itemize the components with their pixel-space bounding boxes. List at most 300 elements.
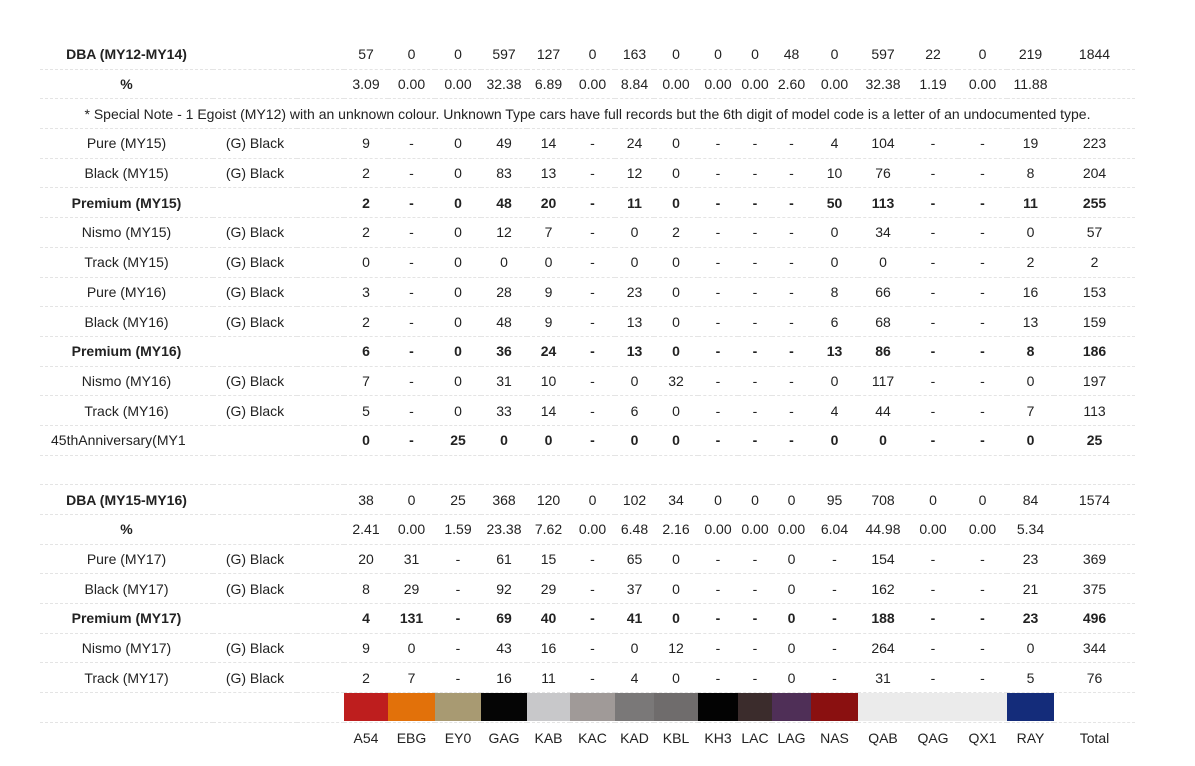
cell-qag: - — [908, 366, 958, 396]
cell-kbl: 0 — [654, 129, 698, 159]
cell-qag: - — [908, 336, 958, 366]
row-label: Premium (MY16) — [40, 336, 213, 366]
cell-qx1: - — [958, 604, 1007, 634]
cell-ebg: 29 — [388, 574, 435, 604]
cell-ray: 0 — [1007, 366, 1054, 396]
cell-ey0: 0.00 — [435, 69, 481, 99]
cell-nas: 0 — [811, 247, 858, 277]
cell-kac: - — [570, 247, 615, 277]
row-sublabel — [213, 69, 297, 99]
colour-swatch-lac — [738, 693, 772, 721]
cell-kad: 0 — [615, 366, 654, 396]
row-label: Pure (MY17) — [40, 544, 213, 574]
cell-ebg: - — [388, 188, 435, 218]
cell-qx1: 0 — [958, 485, 1007, 515]
cell-qx1: - — [958, 336, 1007, 366]
cell-lag: - — [772, 277, 811, 307]
row-spacer — [297, 366, 344, 396]
cell-ebg: 0.00 — [388, 515, 435, 545]
cell-kad: 6.48 — [615, 515, 654, 545]
cell-a54: 57 — [344, 40, 388, 69]
cell-qag: - — [908, 604, 958, 634]
cell-kh3: - — [698, 366, 738, 396]
cell-kbl: 0 — [654, 247, 698, 277]
cell-qx1: - — [958, 158, 1007, 188]
cell-qx1: - — [958, 307, 1007, 337]
swatch-cell-ey0 — [435, 693, 481, 723]
cell-nas: 4 — [811, 396, 858, 426]
cell-ray: 21 — [1007, 574, 1054, 604]
cell-qag: - — [908, 633, 958, 663]
cell-kab: 9 — [527, 307, 570, 337]
cell-lac: - — [738, 188, 772, 218]
colour-swatch-gag — [481, 693, 527, 721]
row-sublabel — [213, 425, 297, 455]
cell-lac: - — [738, 425, 772, 455]
cell-nas: 0.00 — [811, 69, 858, 99]
cell-kbl: 0 — [654, 574, 698, 604]
column-header-kbl: KBL — [662, 729, 690, 746]
cell-kh3: - — [698, 277, 738, 307]
cell-kac: 0.00 — [570, 515, 615, 545]
cell-qab: 154 — [858, 544, 908, 574]
cell-lag: - — [772, 188, 811, 218]
cell-qab: 68 — [858, 307, 908, 337]
special-note: * Special Note - 1 Egoist (MY12) with an unknown colour. Unknown Type cars have full records but the 6th digit of model code is a letter of an undocumented type. — [40, 99, 1135, 129]
cell-kab: 0 — [527, 425, 570, 455]
cell-qag: - — [908, 129, 958, 159]
cell-kh3: - — [698, 247, 738, 277]
cell-kab: 20 — [527, 188, 570, 218]
cell-total: 496 — [1054, 604, 1135, 634]
row-spacer — [297, 336, 344, 366]
cell-qx1: 0.00 — [958, 515, 1007, 545]
cell-kh3: - — [698, 158, 738, 188]
cell-a54: 38 — [344, 485, 388, 515]
cell-lac: - — [738, 366, 772, 396]
cell-gag: 48 — [481, 188, 527, 218]
spacer-row — [40, 455, 1135, 485]
cell-ebg: 0 — [388, 633, 435, 663]
cell-kbl: 0 — [654, 544, 698, 574]
cell-qx1: - — [958, 633, 1007, 663]
cell-kbl: 12 — [654, 633, 698, 663]
row-sublabel: (G) Black — [213, 366, 297, 396]
swatch-cell-ebg — [388, 693, 435, 723]
column-header-row — [40, 722, 1135, 753]
cell-gag: 0 — [481, 247, 527, 277]
cell-kbl: 0 — [654, 396, 698, 426]
cell-ey0: 0 — [435, 277, 481, 307]
cell-kbl: 0 — [654, 425, 698, 455]
cell-qab: 44.98 — [858, 515, 908, 545]
cell-lac: - — [738, 544, 772, 574]
cell-ebg: - — [388, 425, 435, 455]
data-row — [40, 515, 1135, 545]
cell-a54: 2.41 — [344, 515, 388, 545]
row-spacer — [297, 574, 344, 604]
cell-nas: 10 — [811, 158, 858, 188]
cell-qx1: - — [958, 188, 1007, 218]
cell-qab: 31 — [858, 663, 908, 693]
cell-qx1: - — [958, 425, 1007, 455]
cell-kh3: - — [698, 544, 738, 574]
row-spacer — [297, 633, 344, 663]
cell-qag: - — [908, 396, 958, 426]
cell-qab: 66 — [858, 277, 908, 307]
colour-swatch-qab — [858, 693, 908, 721]
swatch-cell-kab — [527, 693, 570, 723]
cell-ray: 23 — [1007, 544, 1054, 574]
colour-swatch-kbl — [654, 693, 698, 721]
cell-ey0: - — [435, 574, 481, 604]
swatch-cell-qab — [858, 693, 908, 723]
row-label: Black (MY16) — [40, 307, 213, 337]
row-spacer — [297, 663, 344, 693]
cell-total: 186 — [1054, 336, 1135, 366]
row-sublabel — [213, 515, 297, 545]
cell-qx1: 0.00 — [958, 69, 1007, 99]
row-spacer — [297, 69, 344, 99]
cell-ebg: 31 — [388, 544, 435, 574]
column-header-total: Total — [1079, 729, 1110, 746]
cell-lac: - — [738, 218, 772, 248]
cell-qab: 44 — [858, 396, 908, 426]
cell-gag: 92 — [481, 574, 527, 604]
cell-kbl: 0 — [654, 40, 698, 69]
cell-kac: - — [570, 188, 615, 218]
cell-kh3: - — [698, 663, 738, 693]
cell-ebg: - — [388, 158, 435, 188]
cell-qab: 162 — [858, 574, 908, 604]
cell-ebg: - — [388, 396, 435, 426]
cell-qx1: - — [958, 663, 1007, 693]
cell-lag: - — [772, 396, 811, 426]
cell-qag: - — [908, 277, 958, 307]
row-spacer — [297, 129, 344, 159]
cell-total: 375 — [1054, 574, 1135, 604]
cell-a54: 9 — [344, 633, 388, 663]
cell-gag: 28 — [481, 277, 527, 307]
cell-kad: 0 — [615, 633, 654, 663]
cell-ey0: 0 — [435, 366, 481, 396]
cell-kh3: - — [698, 425, 738, 455]
cell-qx1: - — [958, 218, 1007, 248]
data-row — [40, 366, 1135, 396]
data-row — [40, 336, 1135, 366]
column-header-gag: GAG — [488, 729, 520, 746]
cell-total: 153 — [1054, 277, 1135, 307]
cell-nas: 0 — [811, 218, 858, 248]
cell-kac: - — [570, 129, 615, 159]
cell-ey0: - — [435, 663, 481, 693]
cell-a54: 3.09 — [344, 69, 388, 99]
cell-ey0: - — [435, 633, 481, 663]
data-row — [40, 485, 1135, 515]
row-sublabel: (G) Black — [213, 574, 297, 604]
cell-gag: 12 — [481, 218, 527, 248]
cell-kad: 13 — [615, 307, 654, 337]
cell-kab: 9 — [527, 277, 570, 307]
column-header-ey0: EY0 — [444, 729, 472, 746]
row-label: Track (MY15) — [40, 247, 213, 277]
swatch-cell-kac — [570, 693, 615, 723]
cell-ey0: 0 — [435, 129, 481, 159]
cell-kab: 10 — [527, 366, 570, 396]
row-label: Premium (MY15) — [40, 188, 213, 218]
row-spacer — [297, 158, 344, 188]
cell-kad: 0 — [615, 218, 654, 248]
colour-swatch-kh3 — [698, 693, 738, 721]
row-spacer — [297, 307, 344, 337]
cell-kbl: 34 — [654, 485, 698, 515]
cell-kh3: 0.00 — [698, 515, 738, 545]
row-sublabel — [213, 604, 297, 634]
cell-kad: 8.84 — [615, 69, 654, 99]
cell-kad: 41 — [615, 604, 654, 634]
cell-qx1: - — [958, 366, 1007, 396]
cell-ebg: - — [388, 277, 435, 307]
cell-qag: - — [908, 574, 958, 604]
cell-lac: 0.00 — [738, 69, 772, 99]
cell-ebg: - — [388, 336, 435, 366]
cell-qab: 0 — [858, 247, 908, 277]
row-label: Black (MY15) — [40, 158, 213, 188]
cell-a54: 7 — [344, 366, 388, 396]
cell-kh3: - — [698, 188, 738, 218]
cell-kad: 24 — [615, 129, 654, 159]
cell-kac: 0.00 — [570, 69, 615, 99]
cell-lag: - — [772, 218, 811, 248]
cell-ey0: 0 — [435, 396, 481, 426]
cell-qab: 76 — [858, 158, 908, 188]
cell-kbl: 0 — [654, 277, 698, 307]
cell-ray: 219 — [1007, 40, 1054, 69]
data-row — [40, 544, 1135, 574]
cell-ebg: 0 — [388, 40, 435, 69]
row-spacer — [297, 277, 344, 307]
cell-nas: 0 — [811, 40, 858, 69]
cell-a54: 3 — [344, 277, 388, 307]
cell-qab: 113 — [858, 188, 908, 218]
cell-ray: 0 — [1007, 633, 1054, 663]
cell-gag: 23.38 — [481, 515, 527, 545]
cell-gag: 43 — [481, 633, 527, 663]
cell-total: 255 — [1054, 188, 1135, 218]
colour-swatch-kac — [570, 693, 615, 721]
cell-lag: - — [772, 366, 811, 396]
cell-qag: 22 — [908, 40, 958, 69]
cell-nas: 50 — [811, 188, 858, 218]
cell-kac: - — [570, 425, 615, 455]
row-sublabel: (G) Black — [213, 158, 297, 188]
cell-qab: 104 — [858, 129, 908, 159]
cell-qx1: - — [958, 574, 1007, 604]
cell-lag: - — [772, 158, 811, 188]
cell-nas: 6 — [811, 307, 858, 337]
cell-nas: 13 — [811, 336, 858, 366]
column-header-kab: KAB — [534, 729, 563, 746]
cell-kab: 16 — [527, 633, 570, 663]
cell-kbl: 0 — [654, 307, 698, 337]
cell-kh3: - — [698, 574, 738, 604]
row-label: Pure (MY16) — [40, 277, 213, 307]
row-sublabel: (G) Black — [213, 218, 297, 248]
cell-a54: 2 — [344, 218, 388, 248]
column-header-qag: QAG — [917, 729, 949, 746]
cell-nas: 8 — [811, 277, 858, 307]
column-header-kac: KAC — [578, 729, 607, 746]
swatch-cell-nas — [811, 693, 858, 723]
swatch-cell-lag — [772, 693, 811, 723]
row-spacer — [297, 218, 344, 248]
cell-qag: - — [908, 307, 958, 337]
data-row — [40, 633, 1135, 663]
cell-kbl: 0 — [654, 336, 698, 366]
cell-ey0: 0 — [435, 247, 481, 277]
cell-lag: - — [772, 307, 811, 337]
cell-ray: 84 — [1007, 485, 1054, 515]
cell-kad: 13 — [615, 336, 654, 366]
cell-a54: 2 — [344, 188, 388, 218]
cell-gag: 61 — [481, 544, 527, 574]
cell-kac: - — [570, 633, 615, 663]
cell-qab: 188 — [858, 604, 908, 634]
column-header-qx1: QX1 — [968, 729, 997, 746]
column-header-kh3: KH3 — [704, 729, 732, 746]
colour-swatch-kab — [527, 693, 570, 721]
cell-qag: - — [908, 425, 958, 455]
cell-gag: 0 — [481, 425, 527, 455]
cell-kh3: 0.00 — [698, 69, 738, 99]
spacer-cell — [40, 455, 1135, 485]
row-spacer — [297, 515, 344, 545]
cell-kab: 14 — [527, 396, 570, 426]
cell-ray: 13 — [1007, 307, 1054, 337]
cell-total: 25 — [1054, 425, 1135, 455]
header-spacer — [40, 722, 297, 753]
colour-swatch-nas — [811, 693, 858, 721]
cell-kh3: - — [698, 307, 738, 337]
column-header-nas: NAS — [820, 729, 849, 746]
cell-total: 344 — [1054, 633, 1135, 663]
cell-lag: 0.00 — [772, 515, 811, 545]
cell-kh3: - — [698, 129, 738, 159]
cell-qx1: - — [958, 277, 1007, 307]
cell-qag: - — [908, 247, 958, 277]
data-row — [40, 425, 1135, 455]
swatch-cell-lac — [738, 693, 772, 723]
row-spacer — [297, 188, 344, 218]
cell-kac: - — [570, 663, 615, 693]
data-row — [40, 663, 1135, 693]
cell-kad: 163 — [615, 40, 654, 69]
cell-lac: - — [738, 247, 772, 277]
cell-ebg: 0.00 — [388, 69, 435, 99]
cell-lac: - — [738, 336, 772, 366]
cell-lac: 0.00 — [738, 515, 772, 545]
cell-lac: - — [738, 277, 772, 307]
cell-kad: 0 — [615, 425, 654, 455]
cell-kh3: - — [698, 218, 738, 248]
row-sublabel — [213, 336, 297, 366]
cell-lac: - — [738, 129, 772, 159]
cell-kad: 11 — [615, 188, 654, 218]
swatch-cell-qx1 — [958, 693, 1007, 723]
row-sublabel — [213, 40, 297, 69]
cell-kad: 0 — [615, 247, 654, 277]
data-row — [40, 307, 1135, 337]
swatch-spacer — [40, 693, 297, 723]
cell-ray: 5.34 — [1007, 515, 1054, 545]
cell-kh3: - — [698, 396, 738, 426]
swatch-spacer — [297, 693, 344, 723]
cell-ey0: 0 — [435, 188, 481, 218]
colour-swatch-ray — [1007, 693, 1054, 721]
cell-a54: 0 — [344, 425, 388, 455]
column-header-qab: QAB — [868, 729, 898, 746]
cell-kac: - — [570, 544, 615, 574]
row-spacer — [297, 40, 344, 69]
cell-ey0: 25 — [435, 425, 481, 455]
cell-ray: 23 — [1007, 604, 1054, 634]
cell-qag: 1.19 — [908, 69, 958, 99]
cell-kh3: - — [698, 604, 738, 634]
cell-qag: - — [908, 218, 958, 248]
cell-gag: 16 — [481, 663, 527, 693]
cell-kbl: 0 — [654, 604, 698, 634]
cell-total: 1844 — [1054, 40, 1135, 69]
swatch-spacer — [1054, 693, 1135, 723]
column-header-ray: RAY — [1016, 729, 1045, 746]
cell-ey0: 0 — [435, 336, 481, 366]
row-label: Nismo (MY16) — [40, 366, 213, 396]
cell-kab: 127 — [527, 40, 570, 69]
swatch-cell-ray — [1007, 693, 1054, 723]
cell-nas: 4 — [811, 129, 858, 159]
cell-kab: 40 — [527, 604, 570, 634]
cell-a54: 4 — [344, 604, 388, 634]
cell-qab: 34 — [858, 218, 908, 248]
cell-total — [1054, 515, 1135, 545]
cell-qx1: - — [958, 544, 1007, 574]
cell-total: 57 — [1054, 218, 1135, 248]
swatch-cell-kh3 — [698, 693, 738, 723]
cell-kab: 7 — [527, 218, 570, 248]
colour-swatch-qag — [908, 693, 958, 721]
cell-ebg: 7 — [388, 663, 435, 693]
cell-kbl: 2 — [654, 218, 698, 248]
cell-gag: 48 — [481, 307, 527, 337]
cell-kh3: - — [698, 633, 738, 663]
cell-kbl: 0.00 — [654, 69, 698, 99]
cell-kh3: 0 — [698, 485, 738, 515]
cell-kac: 0 — [570, 485, 615, 515]
cell-kad: 4 — [615, 663, 654, 693]
cell-kbl: 2.16 — [654, 515, 698, 545]
cell-lag: 0 — [772, 604, 811, 634]
cell-qx1: 0 — [958, 40, 1007, 69]
cell-kac: - — [570, 366, 615, 396]
cell-ray: 19 — [1007, 129, 1054, 159]
row-label: Pure (MY15) — [40, 129, 213, 159]
cell-total: 76 — [1054, 663, 1135, 693]
cell-qab: 117 — [858, 366, 908, 396]
cell-kab: 14 — [527, 129, 570, 159]
colour-swatch-row — [40, 693, 1135, 723]
row-spacer — [297, 425, 344, 455]
cell-gag: 368 — [481, 485, 527, 515]
